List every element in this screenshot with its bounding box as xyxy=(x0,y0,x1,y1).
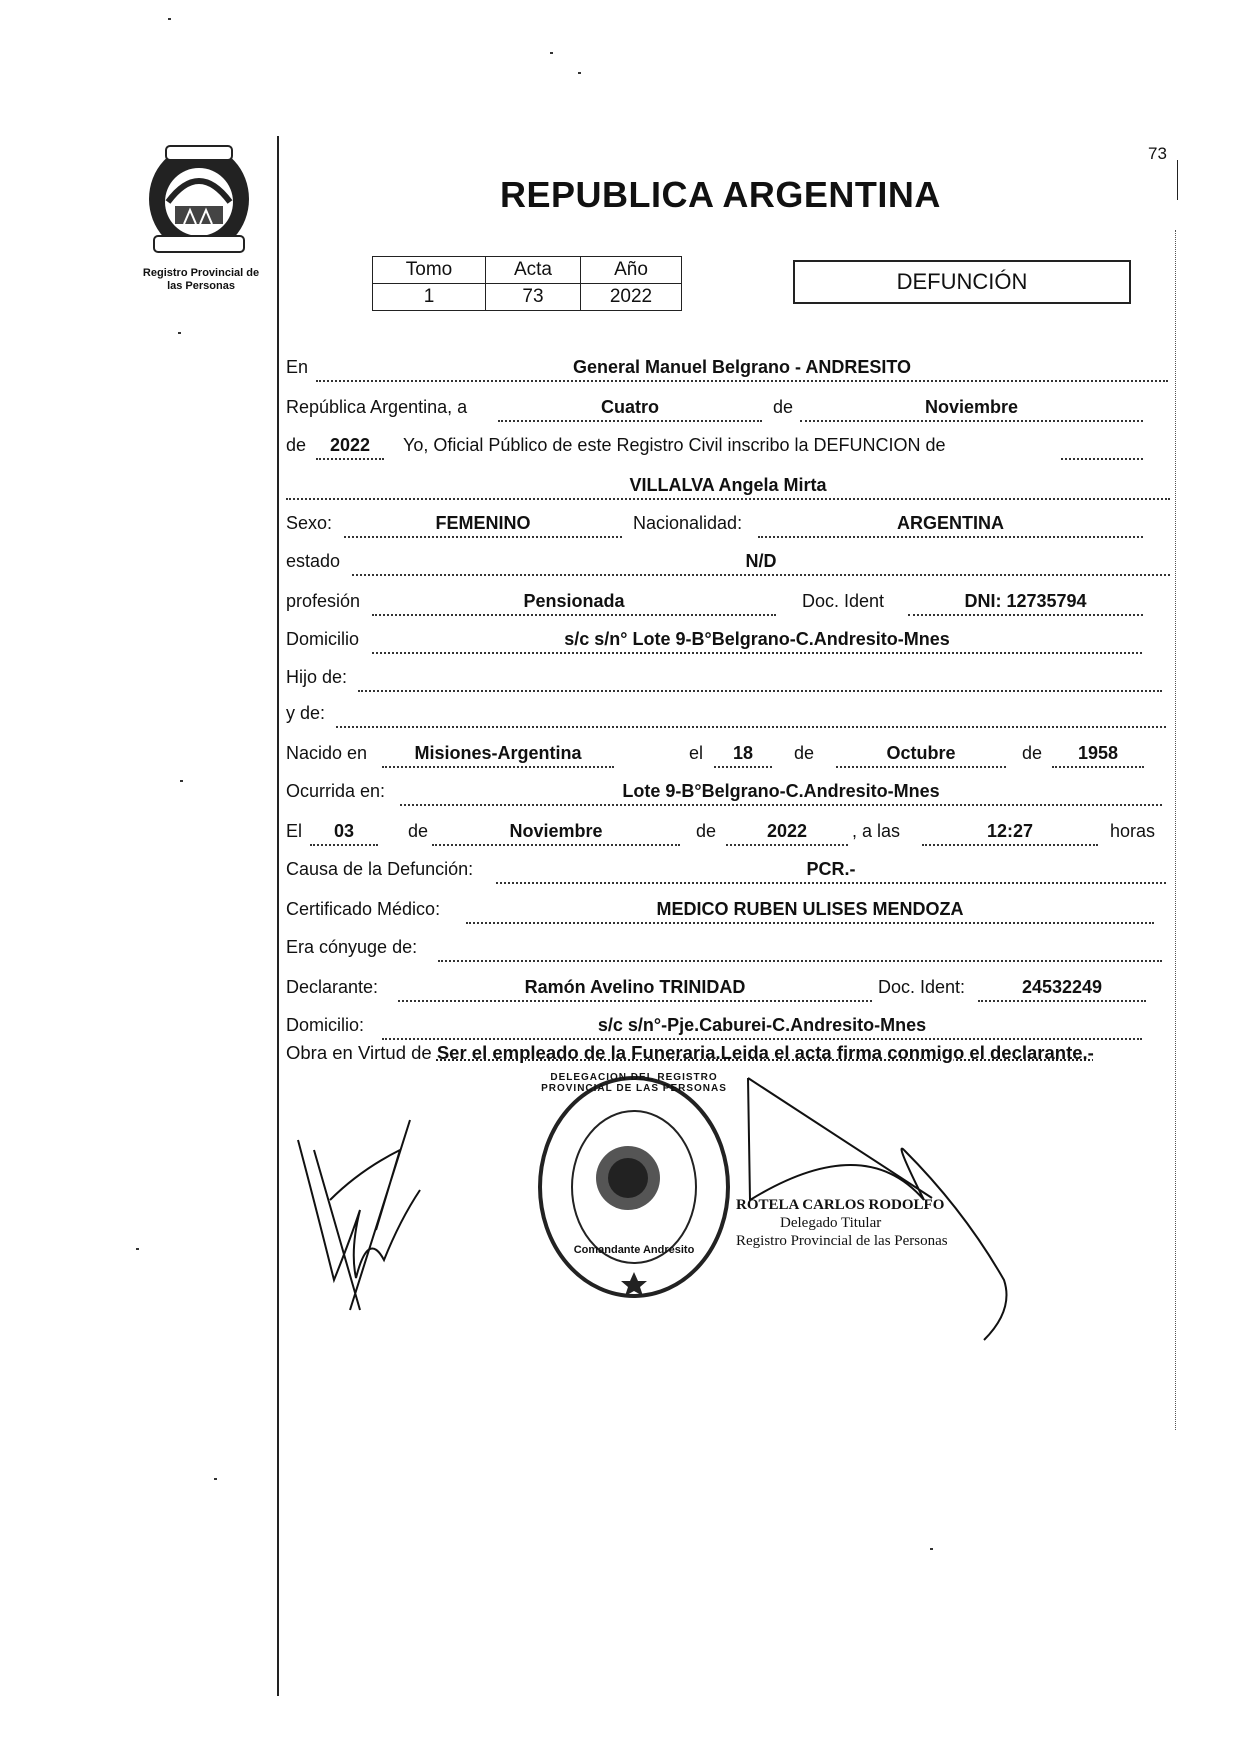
row-republica xyxy=(286,390,1170,424)
horas-label: horas xyxy=(1110,821,1156,841)
month-value: Noviembre xyxy=(924,397,1019,417)
row-domicilio2 xyxy=(286,1008,1170,1042)
page-number: 73 xyxy=(1148,144,1167,163)
sexo-field xyxy=(344,514,622,538)
deceased-name: VILLALVA Angela Mirta xyxy=(629,475,827,495)
hijo-label: Hijo de: xyxy=(286,667,348,687)
en-value: General Manuel Belgrano - ANDRESITO xyxy=(572,357,912,377)
scan-speck xyxy=(178,332,181,334)
birth-de2-label: de xyxy=(1022,743,1043,763)
officer-block xyxy=(736,1196,948,1250)
row-hijo xyxy=(286,660,1170,694)
declarante-signature xyxy=(290,1110,440,1320)
record-header-anio: Año xyxy=(581,257,682,284)
yde-label: y de: xyxy=(286,703,326,723)
nacionalidad-field xyxy=(758,514,1143,538)
declarante-doc-field xyxy=(978,978,1146,1002)
row-estado xyxy=(286,544,1170,578)
obra-paragraph xyxy=(286,1040,1170,1066)
row-ocurrida xyxy=(286,774,1170,808)
alas-label: , a las xyxy=(852,821,901,841)
death-time: 12:27 xyxy=(986,821,1034,841)
ocurrida-value: Lote 9-B°Belgrano-C.Andresito-Mnes xyxy=(622,781,940,801)
seal-ring-text: DELEGACION DEL REGISTRO PROVINCIAL DE LAS PERSONAS xyxy=(541,1072,727,1094)
month-field xyxy=(800,398,1143,422)
oficial-text: Yo, Oficial Público de este Registro Civil inscribo la DEFUNCION de xyxy=(403,435,946,455)
domicilio-field xyxy=(372,630,1142,654)
obra-label: Obra en Virtud de xyxy=(286,1042,432,1063)
scan-speck xyxy=(136,1248,139,1250)
row-domicilio xyxy=(286,622,1170,656)
record-type-box: DEFUNCIÓN xyxy=(793,260,1131,304)
death-time-field xyxy=(922,822,1098,846)
row-sexo xyxy=(286,506,1170,540)
scan-speck xyxy=(168,18,171,20)
declarante-doc-label: Doc. Ident: xyxy=(878,977,966,997)
record-value-anio: 2022 xyxy=(581,284,682,311)
birth-el-label: el xyxy=(689,743,704,763)
officer-name: ROTELA CARLOS RODOLFO xyxy=(736,1197,945,1213)
doc-label: Doc. Ident xyxy=(802,591,885,611)
certificado-field xyxy=(466,900,1154,924)
en-field xyxy=(316,358,1168,382)
causa-value: PCR.- xyxy=(806,859,856,879)
row-yde xyxy=(286,696,1170,730)
official-seal xyxy=(536,1074,732,1300)
causa-label: Causa de la Defunción: xyxy=(286,859,474,879)
profesion-field xyxy=(372,592,776,616)
province-logo xyxy=(130,140,270,293)
year-field xyxy=(316,436,384,460)
death-month-field xyxy=(432,822,680,846)
birth-de1-label: de xyxy=(794,743,815,763)
oficial-blank xyxy=(1061,436,1143,460)
estado-label: estado xyxy=(286,551,341,571)
day-field xyxy=(498,398,762,422)
nacionalidad-label: Nacionalidad: xyxy=(633,513,743,533)
row-profesion xyxy=(286,584,1170,618)
death-el-label: El xyxy=(286,821,303,841)
left-margin-line xyxy=(277,136,279,1696)
conyuge-label: Era cónyuge de: xyxy=(286,937,418,957)
page-title: REPUBLICA ARGENTINA xyxy=(500,174,941,215)
row-conyuge xyxy=(286,930,1170,964)
certificado-value: MEDICO RUBEN ULISES MENDOZA xyxy=(656,899,964,919)
declarante-doc-value: 24532249 xyxy=(1021,977,1103,997)
row-causa xyxy=(286,852,1170,886)
profesion-value: Pensionada xyxy=(523,591,625,611)
deceased-name-field xyxy=(286,476,1170,500)
sexo-label: Sexo: xyxy=(286,513,333,533)
row-name xyxy=(286,468,1170,502)
republica-label: República Argentina, a xyxy=(286,397,468,417)
row-oficial xyxy=(286,428,1170,462)
causa-field xyxy=(496,860,1166,884)
death-year: 2022 xyxy=(766,821,808,841)
scan-speck xyxy=(550,52,553,54)
registry-label-line2: las Personas xyxy=(167,280,235,292)
nacionalidad-value: ARGENTINA xyxy=(897,513,1004,533)
death-de2-label: de xyxy=(696,821,717,841)
obra-value: Ser el empleado de la Funeraria.Leida el acta firma conmigo el declarante.- xyxy=(436,1042,1094,1063)
row-en xyxy=(286,350,1170,384)
right-margin-tick xyxy=(1177,160,1178,200)
death-month: Noviembre xyxy=(509,821,603,841)
seal-inner-text: Comandante Andresito xyxy=(573,1244,695,1256)
death-day-field xyxy=(310,822,378,846)
certificado-label: Certificado Médico: xyxy=(286,899,441,919)
domicilio-label: Domicilio xyxy=(286,629,360,649)
declarante-field xyxy=(398,978,872,1002)
yde-field xyxy=(336,704,1166,728)
row-nacido xyxy=(286,736,1170,770)
hijo-field xyxy=(358,668,1162,692)
nacido-label: Nacido en xyxy=(286,743,368,763)
scan-speck xyxy=(578,72,581,74)
birth-year: 1958 xyxy=(1077,743,1119,763)
birth-day-field xyxy=(714,744,772,768)
en-label: En xyxy=(286,357,309,377)
birth-year-field xyxy=(1052,744,1144,768)
scan-speck xyxy=(214,1478,217,1480)
row-certificado xyxy=(286,892,1170,926)
scan-speck xyxy=(180,780,183,782)
seal-graphic xyxy=(536,1074,732,1300)
scan-speck xyxy=(930,1548,933,1550)
domicilio2-field xyxy=(382,1016,1142,1040)
year-value: 2022 xyxy=(329,435,371,455)
nacido-value: Misiones-Argentina xyxy=(414,743,582,763)
record-header-acta: Acta xyxy=(486,257,581,284)
domicilio-value: s/c s/n° Lote 9-B°Belgrano-C.Andresito-Mnes xyxy=(564,629,950,649)
death-year-field xyxy=(726,822,848,846)
ocurrida-label: Ocurrida en: xyxy=(286,781,386,801)
declarante-label: Declarante: xyxy=(286,977,379,997)
registry-label-line1: Registro Provincial de xyxy=(142,267,260,279)
nacido-field xyxy=(382,744,614,768)
right-margin-line xyxy=(1175,230,1176,1430)
estado-field xyxy=(352,552,1170,576)
profesion-label: profesión xyxy=(286,591,361,611)
row-fecha-defuncion xyxy=(286,814,1170,848)
declarante-value: Ramón Avelino TRINIDAD xyxy=(524,977,746,997)
death-day: 03 xyxy=(333,821,355,841)
province-shield-icon xyxy=(140,140,258,258)
ocurrida-field xyxy=(400,782,1162,806)
doc-field xyxy=(908,592,1143,616)
domicilio2-label: Domicilio: xyxy=(286,1015,365,1035)
doc-value: DNI: 12735794 xyxy=(964,591,1087,611)
officer-office: Registro Provincial de las Personas xyxy=(736,1233,948,1249)
sexo-value: FEMENINO xyxy=(435,513,531,533)
birth-month-field xyxy=(836,744,1006,768)
day-value: Cuatro xyxy=(601,397,659,417)
de-label: de xyxy=(773,397,794,417)
conyuge-field xyxy=(438,938,1162,962)
officer-role: Delegado Titular xyxy=(780,1215,882,1231)
record-table xyxy=(372,256,682,311)
record-header-tomo: Tomo xyxy=(373,257,486,284)
domicilio2-value: s/c s/n°-Pje.Caburei-C.Andresito-Mnes xyxy=(597,1015,927,1035)
birth-month: Octubre xyxy=(886,743,956,763)
record-value-tomo: 1 xyxy=(373,284,486,311)
record-value-acta: 73 xyxy=(486,284,581,311)
estado-value: N/D xyxy=(745,551,777,571)
year-prefix: de xyxy=(286,435,307,455)
birth-day: 18 xyxy=(732,743,754,763)
row-declarante xyxy=(286,970,1170,1004)
death-de1-label: de xyxy=(408,821,429,841)
